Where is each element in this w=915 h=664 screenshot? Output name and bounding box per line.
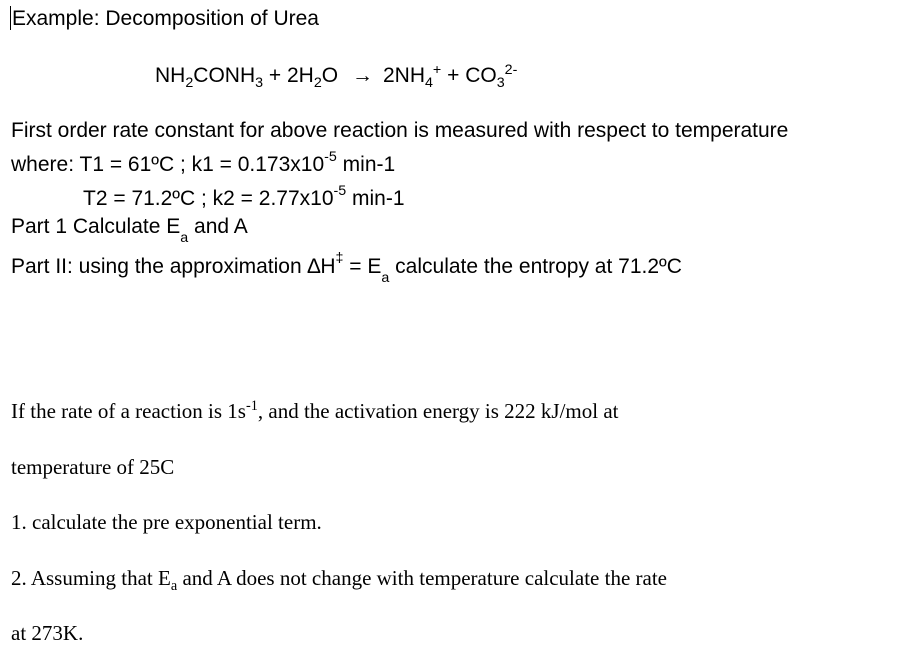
reaction-arrow: → <box>351 64 373 87</box>
question-item-2-continued: at 273K. <box>11 621 84 645</box>
example-title: Example: Decomposition of Urea <box>12 7 319 30</box>
text-cursor <box>10 6 11 30</box>
intro-text: First order rate constant for above reaction is measured with respect to temperature <box>11 119 789 142</box>
rate-problem-line-2: temperature of 25C <box>11 455 175 479</box>
part-2-question: Part II: using the approximation $\Delta H^\ddagger = E_a$ calculate the entropy at 71.2ºC <box>11 250 682 287</box>
part-1-question: Part 1 Calculate $E_a$ and A <box>11 215 248 247</box>
question-item-2: 2. Assuming that $E_a$ and A does not change with temperature calculate the rate <box>11 566 667 595</box>
temperature-1-line: where: T1 = 61ºC ; $k1 = 0.173x10^{-5}$ min-1 <box>11 149 396 176</box>
question-item-1: 1. calculate the pre exponential term. <box>11 510 322 534</box>
rate-problem-line-1: If the rate of a reaction is $1s^{-1}$, and the activation energy is 222 kJ/mol at <box>11 398 619 423</box>
temperature-2-line: T2 = 71.2ºC ; $k2 = 2.77x10^{-5}$ min-1 <box>83 183 405 210</box>
chemical-equation: $NH_2CONH_3 + 2H_2O \to 2NH_4^+ + CO_3^{2-}$ <box>155 62 518 92</box>
